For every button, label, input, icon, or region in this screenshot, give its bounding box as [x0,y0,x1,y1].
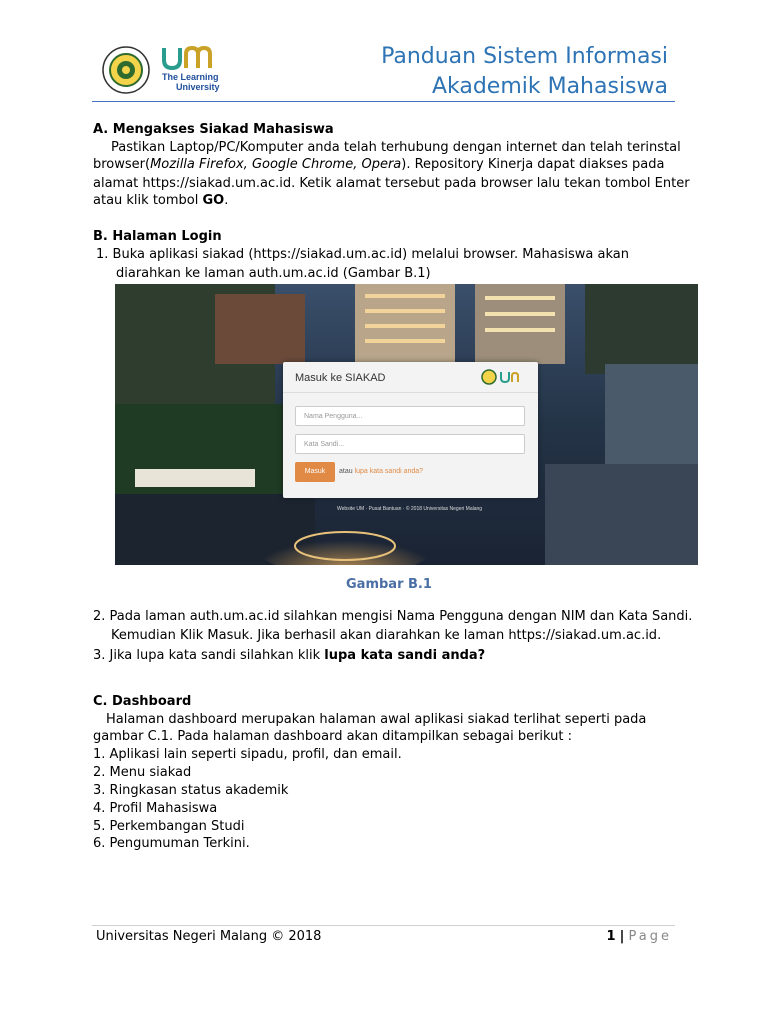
username-input[interactable]: Nama Pengguna... [295,406,525,426]
section-a-line1: Pastikan Laptop/PC/Komputer anda telah terhubung dengan internet dan telah terinstal [111,140,681,155]
document-title-line1: Panduan Sistem Informasi [381,44,668,69]
section-a-heading: A. Mengakses Siakad Mahasiswa [93,122,334,137]
um-brand-icon [160,44,220,72]
login-page-screenshot [115,284,698,565]
section-c-intro-line1: Halaman dashboard merupakan halaman awal aplikasi siakad terlihat seperti pada [106,712,647,727]
section-b-item1-line1: 1. Buka aplikasi siakad (https://siakad.um.ac.id) melalui browser. Mahasiswa akan [96,247,630,262]
logo-tagline-2: University [176,82,220,92]
login-title: Masuk ke SIAKAD [295,372,386,384]
login-dialog [283,362,538,498]
um-logo-icon [481,369,525,385]
figure-caption: Gambar B.1 [346,577,432,592]
section-b-item2-line1: 2. Pada laman auth.um.ac.id silahkan mengisi Nama Pengguna dengan NIM dan Kata Sandi. [93,609,693,624]
section-b-item1-line2: diarahkan ke laman auth.um.ac.id (Gambar B.1) [116,266,431,281]
list-item: 5. Perkembangan Studi [93,819,245,834]
section-b-item2-line2: Kemudian Klik Masuk. Jika berhasil akan diarahkan ke laman https://siakad.um.ac.id. [111,628,662,643]
list-item: 1. Aplikasi lain seperti sipadu, profil, dan email. [93,747,402,762]
list-item: 4. Profil Mahasiswa [93,801,218,816]
footer-copyright: Universitas Negeri Malang © 2018 [96,929,322,944]
password-input[interactable]: Kata Sandi... [295,434,525,454]
masuk-button[interactable]: Masuk [295,462,335,482]
section-a-line2: browser(Mozilla Firefox, Google Chrome, Opera). Repository Kinerja dapat diakses pada [93,157,665,172]
section-b-item3: 3. Jika lupa kata sandi silahkan klik lupa kata sandi anda? [93,648,486,663]
header-divider [92,101,675,102]
section-c-heading: C. Dashboard [93,694,192,709]
forgot-password-link[interactable]: atau lupa kata sandi anda? [339,468,424,475]
document-title-line2: Akademik Mahasiswa [431,74,668,99]
section-a-line3: alamat https://siakad.um.ac.id. Ketik alamat tersebut pada browser lalu tekan tombol Enter [93,176,690,191]
list-item: 3. Ringkasan status akademik [93,783,289,798]
login-divider [283,392,538,393]
footer-page-number: 1 | Page [606,929,672,944]
footer-divider [92,925,675,926]
list-item: 2. Menu siakad [93,765,192,780]
login-page-footer: Website UM · Pusat Bantuan · © 2018 Universitas Negeri Malang [337,506,483,512]
section-b-heading: B. Halaman Login [93,229,222,244]
section-a-line4: atau klik tombol GO. [93,193,229,208]
logo-tagline-1: The Learning [162,72,219,82]
list-item: 6. Pengumuman Terkini. [93,836,250,851]
section-c-intro-line2: gambar C.1. Pada halaman dashboard akan ditampilkan sebagai berikut : [93,729,573,744]
um-seal-icon [102,46,150,94]
